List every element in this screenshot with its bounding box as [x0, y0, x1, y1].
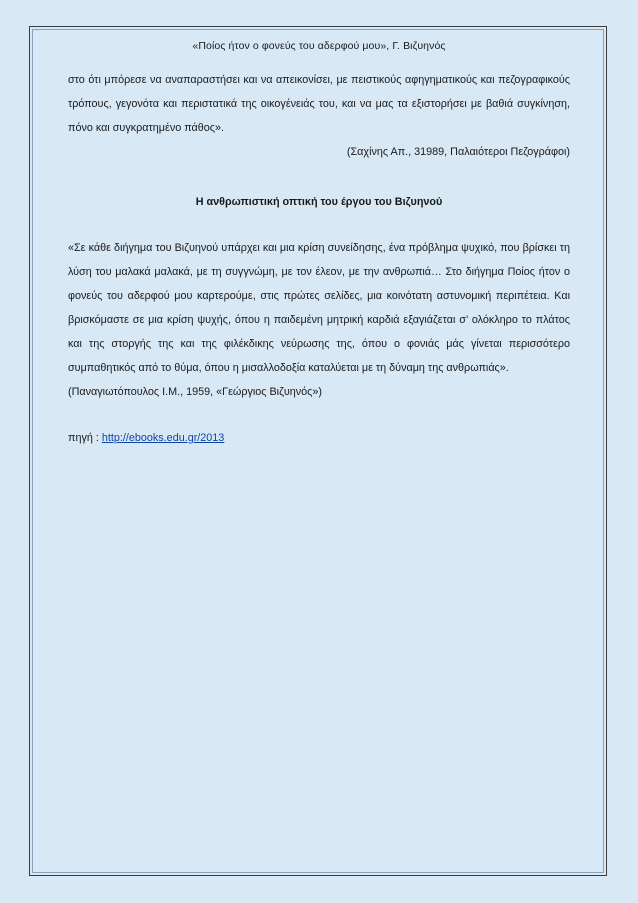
intro-paragraph: στο ότι μπόρεσε να αναπαραστήσει και να απεικονίσει, με πειστικούς αφηγηματικούς και πεζογραφικούς τρόπους, γεγονότα και περιστατικά της οικογένειάς του, και να μας τα εξιστορήσει με βαθιά συγκίνηση, πόνο και συγκρατημένο πάθος».: [68, 74, 570, 134]
quote-citation: (Παναγιωτόπουλος Ι.Μ., 1959, «Γεώργιος Βιζυηνός»): [68, 386, 322, 398]
spacer: [68, 404, 570, 426]
section-heading: Η ανθρωπιστική οπτική του έργου του Βιζυηνού: [195, 196, 443, 208]
running-header: «Ποίος ήτον ο φονεύς του αδερφού μου», Γ. Βιζυηνός: [192, 40, 446, 52]
quote-paragraph: «Σε κάθε διήγημα του Βιζυηνού υπάρχει και μια κρίση συνείδησης, ένα πρόβλημα ψυχικό, που βρίσκει τη λύση του μαλακά μαλακά, με τη συγγνώμη, με τον έλεον, με την ανθρωπιά… Στο διήγημα Ποίος ήτον ο φονεύς του αδερφού μου καρτερούμε, στις πρώτες σελίδες, μια κοινότατη αστυνομική περιπέτεια. Και βρισκόμαστε σε μια κρίση ψυχής, όπου η παιδεμένη μητρική καρδιά εξαγιάζεται σ’ ολόκληρο το πλάτος και της στοργής της και της φιλέκδικης νεύρωσης της, όπου ο φονιάς μάς γίνεται περισσότερο συμπαθητικός από το θύμα, όπου η μισαλλοδοξία καταλύεται με τη δύναμη της ανθρωπιάς».: [68, 242, 570, 374]
source-link[interactable]: http://ebooks.edu.gr/2013: [101, 432, 225, 444]
spacer: [68, 164, 570, 190]
source-label: πηγή :: [68, 432, 102, 444]
page-content: [68, 68, 570, 450]
spacer: [68, 214, 570, 236]
source-line: [68, 426, 570, 450]
intro-citation: (Σαχίνης Απ., 31989, Παλαιότεροι Πεζογράφοι): [346, 146, 570, 158]
